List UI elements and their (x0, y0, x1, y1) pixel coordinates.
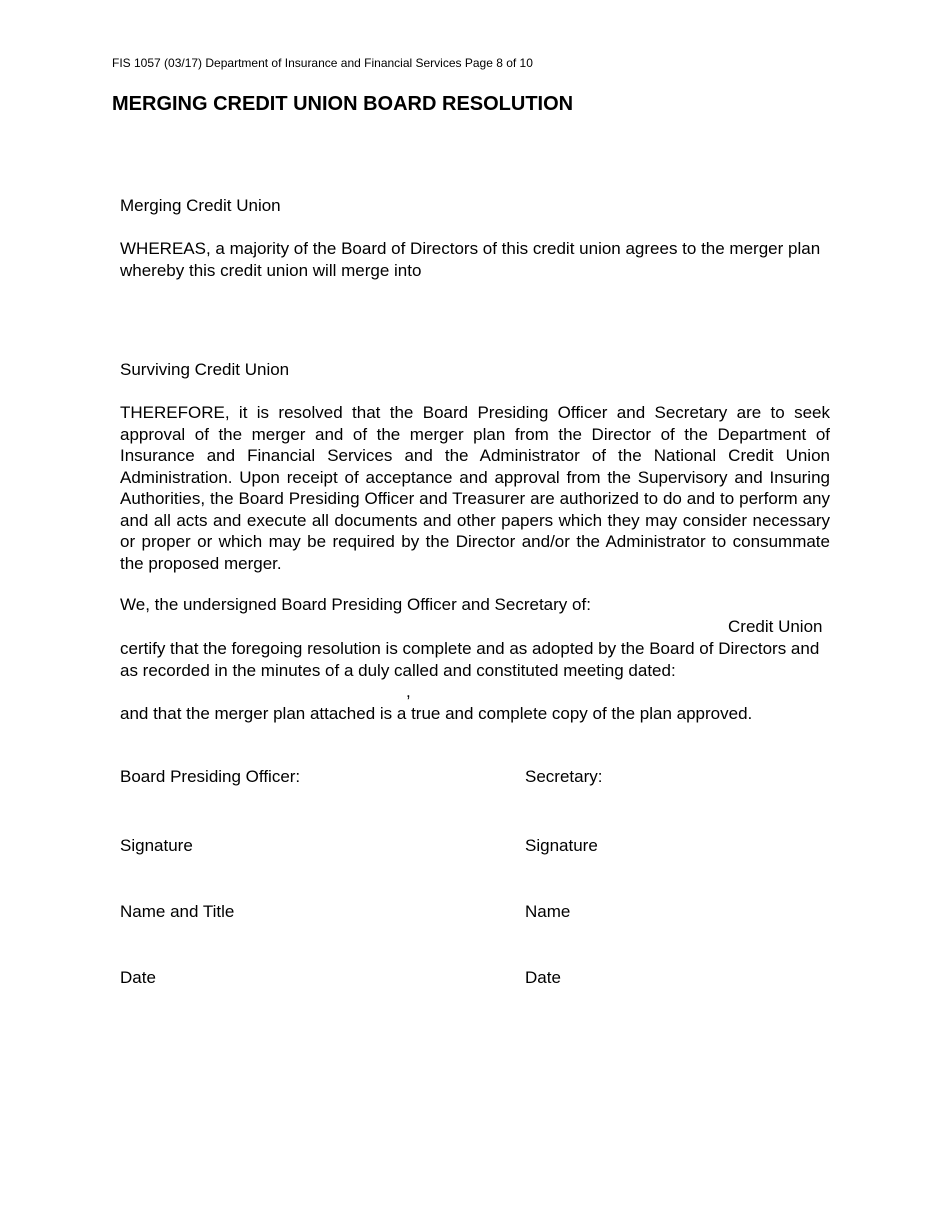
undersigned-statement: We, the undersigned Board Presiding Officer and Secretary of: (120, 595, 591, 614)
merger-plan-statement: and that the merger plan attached is a true and complete copy of the plan approved. (120, 704, 753, 723)
date-comma: , (406, 682, 411, 701)
merging-credit-union-label: Merging Credit Union (120, 196, 281, 215)
therefore-paragraph: THEREFORE, it is resolved that the Board Presiding Officer and Secretary are to seek approval of the merger and of the merger plan from the Director of the Department of Insurance and Financial Services and the Administrator of the National Credit Union Administration. Upon receipt of acceptance and approval from the Supervisory and Insuring Authorities, the Board Presiding Officer and Treasurer are authorized to do and to perform any and all acts and execute all documents and other papers which they may consider necessary or proper or which may be required by the Director and/or the Administrator to consummate the proposed merger. (120, 403, 830, 573)
credit-union-suffix-label: Credit Union (728, 617, 823, 636)
board-presiding-officer-heading: Board Presiding Officer: (120, 767, 301, 786)
form-header: FIS 1057 (03/17) Department of Insurance and Financial Services Page 8 of 10 (112, 56, 533, 70)
certify-paragraph: certify that the foregoing resolution is complete and as adopted by the Board of Directors and as recorded in the minutes of a duly called and constituted meeting dated: (120, 639, 820, 680)
secretary-signature-label: Signature (525, 836, 598, 855)
secretary-date-label: Date (525, 968, 561, 987)
officer-name-title-label: Name and Title (120, 902, 235, 921)
officer-date-label: Date (120, 968, 156, 987)
page-title: MERGING CREDIT UNION BOARD RESOLUTION (112, 93, 574, 115)
surviving-credit-union-label: Surviving Credit Union (120, 360, 290, 379)
whereas-paragraph: WHEREAS, a majority of the Board of Directors of this credit union agrees to the merger plan whereby this credit union will merge into (120, 239, 821, 280)
officer-signature-label: Signature (120, 836, 193, 855)
secretary-name-label: Name (525, 902, 571, 921)
secretary-heading: Secretary: (525, 767, 603, 786)
